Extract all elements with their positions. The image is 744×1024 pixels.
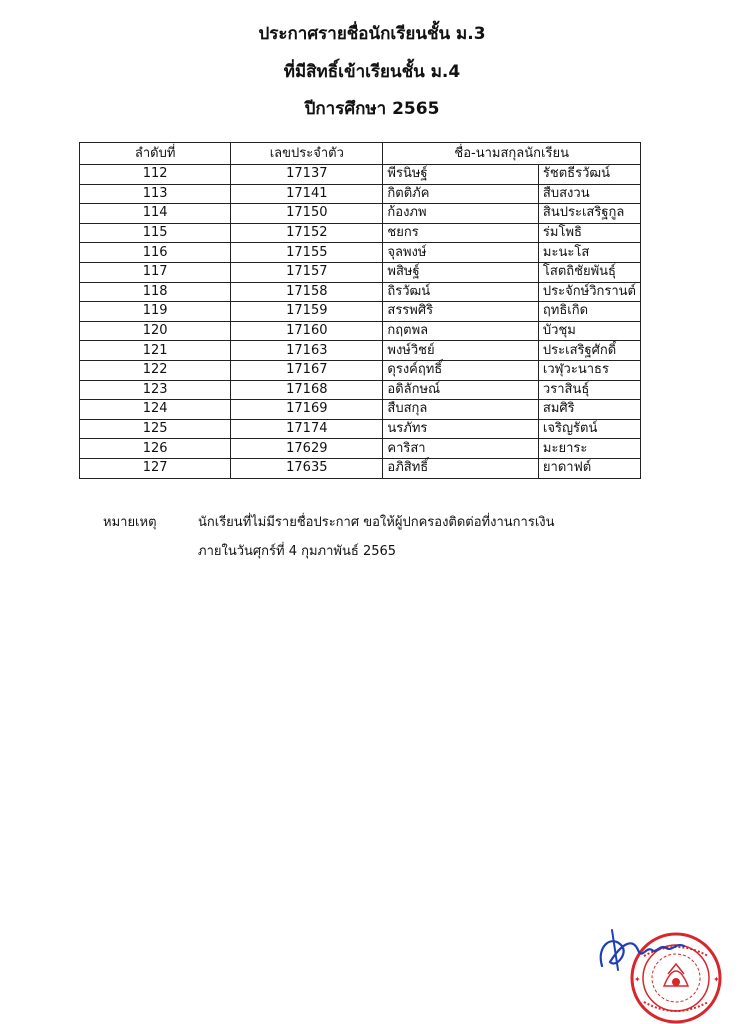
student-id: 17629 xyxy=(231,439,383,459)
table-row xyxy=(80,184,641,204)
announcement-title: ประกาศรายชื่อนักเรียนชั้น ม.3 xyxy=(258,24,486,44)
last-name: เจริญรัตน์ xyxy=(538,419,640,439)
first-name: สืบสกุล xyxy=(383,400,539,420)
table-row xyxy=(80,302,641,322)
table-row xyxy=(80,321,641,341)
row-number: 122 xyxy=(80,360,231,380)
row-number: 114 xyxy=(80,204,231,224)
student-id: 17174 xyxy=(231,419,383,439)
student-id: 17160 xyxy=(231,321,383,341)
svg-text:✦: ✦ xyxy=(713,975,720,984)
last-name: ฤทธิเกิด xyxy=(538,302,640,322)
table-row xyxy=(80,458,641,478)
row-number: 123 xyxy=(80,380,231,400)
last-name: สินประเสริฐกูล xyxy=(538,204,640,224)
last-name: วราสินธุ์ xyxy=(538,380,640,400)
table-row xyxy=(80,243,641,263)
seal-and-signature xyxy=(592,916,734,1024)
first-name: นรภัทร xyxy=(383,419,539,439)
student-id: 17159 xyxy=(231,302,383,322)
first-name: คาริสา xyxy=(383,439,539,459)
first-name: จุลพงษ์ xyxy=(383,243,539,263)
row-number: 125 xyxy=(80,419,231,439)
student-table xyxy=(79,142,641,479)
announcement-subtitle: ที่มีสิทธิ์เข้าเรียนชั้น ม.4 xyxy=(283,62,461,82)
row-number: 112 xyxy=(80,165,231,185)
table-row xyxy=(80,204,641,224)
table-row xyxy=(80,282,641,302)
table-row xyxy=(80,341,641,361)
header-no: ลำดับที่ xyxy=(80,143,231,165)
student-id: 17150 xyxy=(231,204,383,224)
row-number: 113 xyxy=(80,184,231,204)
first-name: พีรนิษฐ์ xyxy=(383,165,539,185)
student-id: 17167 xyxy=(231,360,383,380)
note-label: หมายเหตุ xyxy=(103,515,157,530)
student-id: 17168 xyxy=(231,380,383,400)
last-name: สืบสงวน xyxy=(538,184,640,204)
row-number: 116 xyxy=(80,243,231,263)
last-name: รัชตธีรวัฒน์ xyxy=(538,165,640,185)
row-number: 119 xyxy=(80,302,231,322)
first-name: พงษ์วิชย์ xyxy=(383,341,539,361)
last-name: ประจักษ์วิกรานต์ xyxy=(538,282,640,302)
first-name: ก้องภพ xyxy=(383,204,539,224)
student-id: 17157 xyxy=(231,262,383,282)
header-name: ชื่อ-นามสกุลนักเรียน xyxy=(383,143,641,165)
academic-year: ปีการศึกษา 2565 xyxy=(304,99,440,119)
svg-text:✦: ✦ xyxy=(634,975,641,984)
row-number: 115 xyxy=(80,223,231,243)
student-id: 17152 xyxy=(231,223,383,243)
first-name: ดุรงค์ฤทธิ์ xyxy=(383,360,539,380)
last-name: โสตถิชัยพันธุ์ xyxy=(538,262,640,282)
row-number: 121 xyxy=(80,341,231,361)
table-row xyxy=(80,223,641,243)
table-row xyxy=(80,360,641,380)
first-name: ชยกร xyxy=(383,223,539,243)
table-row xyxy=(80,165,641,185)
table-header-row xyxy=(80,143,641,165)
first-name: สรรพศิริ xyxy=(383,302,539,322)
last-name: เวฬุวะนาธร xyxy=(538,360,640,380)
last-name: ยาดาฟต์ xyxy=(538,458,640,478)
table-row xyxy=(80,419,641,439)
student-id: 17155 xyxy=(231,243,383,263)
note-line-2: ภายในวันศุกร์ที่ 4 กุมภาพันธ์ 2565 xyxy=(198,544,397,559)
note-line-1: นักเรียนที่ไม่มีรายชื่อประกาศ ขอให้ผู้ปกครองติดต่อที่งานการเงิน xyxy=(198,515,555,530)
last-name: บัวชุม xyxy=(538,321,640,341)
row-number: 124 xyxy=(80,400,231,420)
last-name: ประเสริฐศักดิ์ xyxy=(538,341,640,361)
row-number: 127 xyxy=(80,458,231,478)
header-id: เลขประจำตัว xyxy=(231,143,383,165)
last-name: ร่มโพธิ xyxy=(538,223,640,243)
first-name: อภิสิทธิ์ xyxy=(383,458,539,478)
table-row xyxy=(80,400,641,420)
row-number: 117 xyxy=(80,262,231,282)
student-id: 17141 xyxy=(231,184,383,204)
last-name: มะยาระ xyxy=(538,439,640,459)
first-name: อดิลักษณ์ xyxy=(383,380,539,400)
first-name: พสิษฐ์ xyxy=(383,262,539,282)
row-number: 126 xyxy=(80,439,231,459)
student-id: 17163 xyxy=(231,341,383,361)
table-row xyxy=(80,262,641,282)
first-name: ถิรวัฒน์ xyxy=(383,282,539,302)
student-id: 17169 xyxy=(231,400,383,420)
student-id: 17635 xyxy=(231,458,383,478)
last-name: มะนะโส xyxy=(538,243,640,263)
row-number: 120 xyxy=(80,321,231,341)
student-id: 17158 xyxy=(231,282,383,302)
last-name: สมศิริ xyxy=(538,400,640,420)
table-row xyxy=(80,439,641,459)
row-number: 118 xyxy=(80,282,231,302)
first-name: กฤตพล xyxy=(383,321,539,341)
student-id: 17137 xyxy=(231,165,383,185)
table-row xyxy=(80,380,641,400)
first-name: กิตติภัค xyxy=(383,184,539,204)
